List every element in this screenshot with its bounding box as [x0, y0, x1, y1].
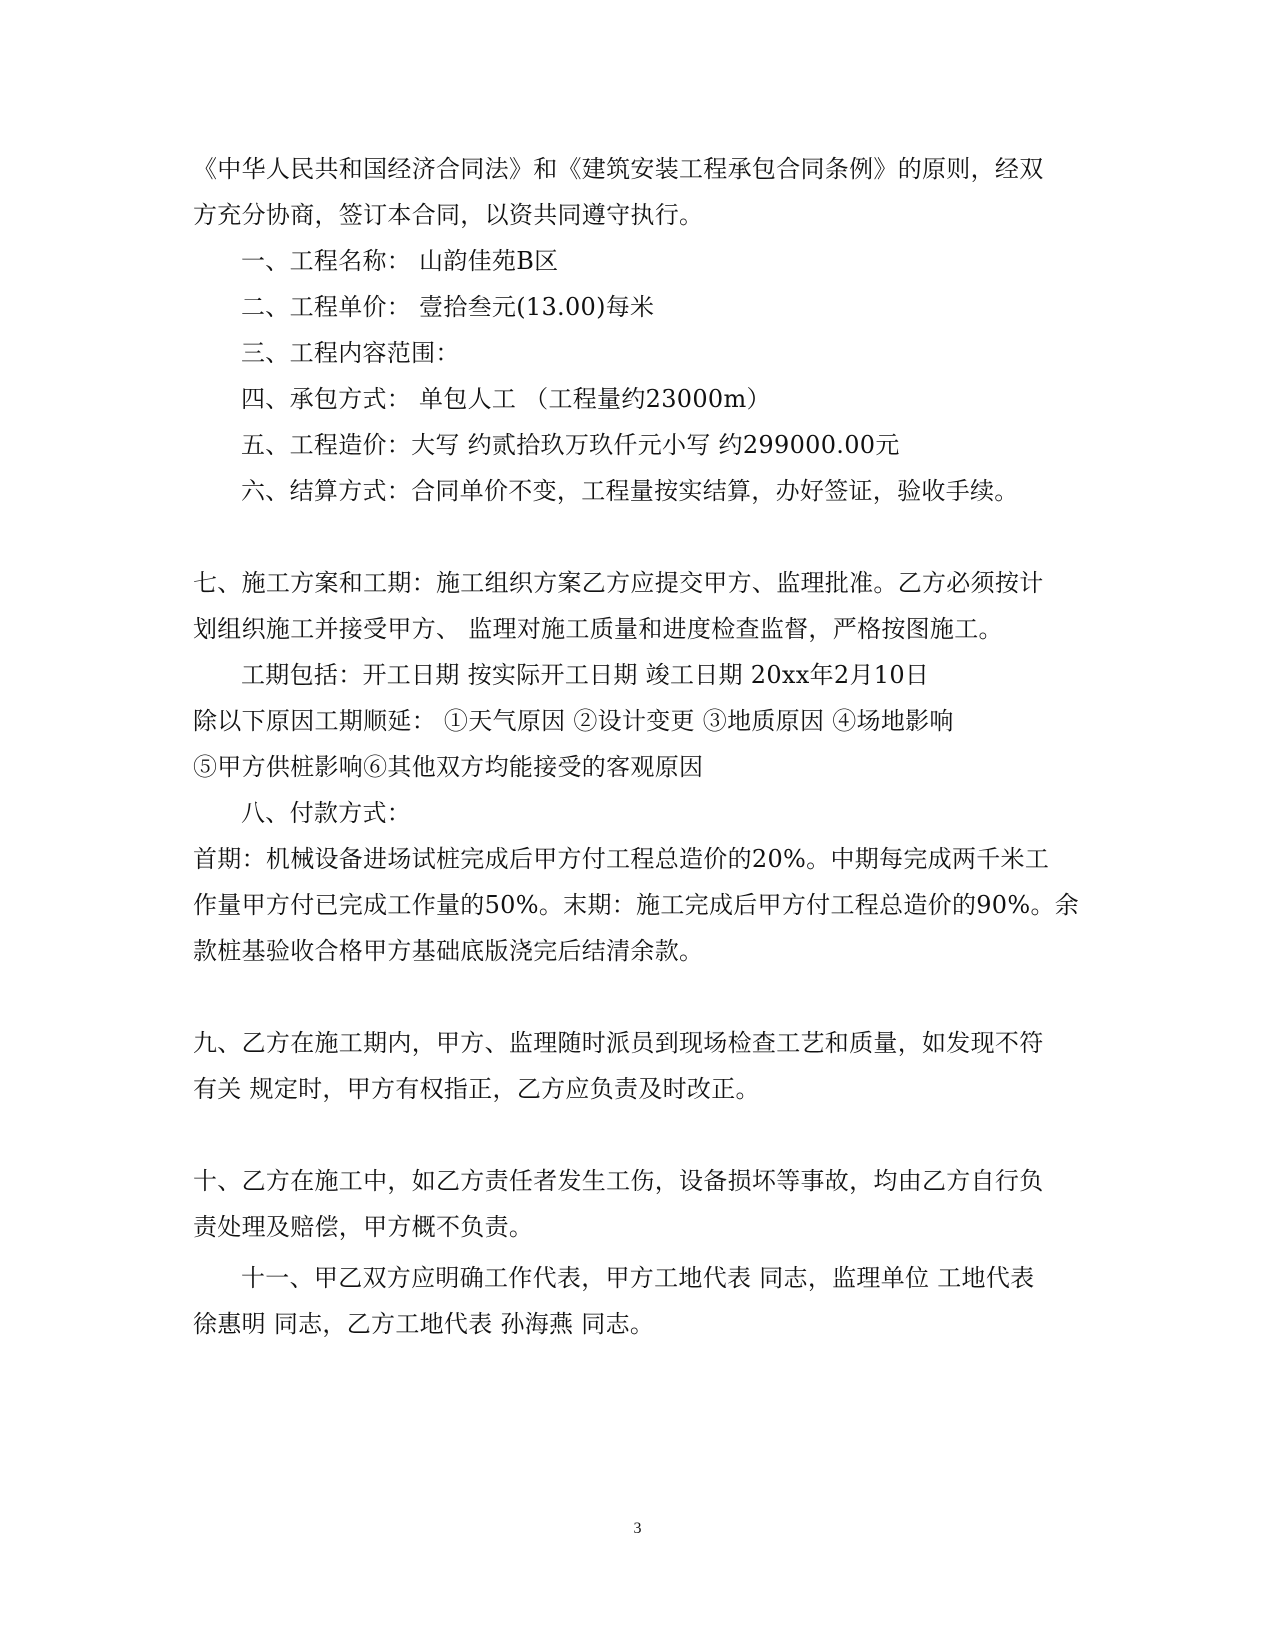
clause-liability: 十、乙方在施工中，如乙方责任者发生工伤，设备损坏等事故，均由乙方自行负: [193, 1167, 1044, 1195]
delay-reasons-line: ⑤甲方供桩影响⑥其他双方均能接受的客观原因: [193, 753, 704, 781]
page-number: 3: [633, 1520, 642, 1537]
paragraph-line: 徐惠明 同志，乙方工地代表 孙海燕 同志。: [193, 1310, 655, 1338]
clause-unit-price: 二、工程单价： 壹拾叁元(13.00)每米: [241, 293, 655, 321]
delay-reasons-line: 除以下原因工期顺延： ①天气原因 ②设计变更 ③地质原因 ④场地影响: [193, 707, 954, 735]
paragraph-line: 方充分协商，签订本合同，以资共同遵守执行。: [193, 201, 704, 229]
schedule-line: 工期包括：开工日期 按实际开工日期 竣工日期 20xx年2月10日: [241, 661, 930, 689]
clause-inspection: 九、乙方在施工期内，甲方、监理随时派员到现场检查工艺和质量，如发现不符: [193, 1029, 1044, 1057]
paragraph-line: 《中华人民共和国经济合同法》和《建筑安装工程承包合同条例》的原则，经双: [193, 155, 1044, 183]
clause-construction-plan: 七、施工方案和工期：施工组织方案乙方应提交甲方、监理批准。乙方必须按计: [193, 569, 1044, 597]
clause-payment: 八、付款方式：: [241, 799, 412, 827]
paragraph-line: 责处理及赔偿，甲方概不负责。: [193, 1213, 534, 1241]
payment-line: 作量甲方付已完成工作量的50%。末期：施工完成后甲方付工程总造价的90%。余: [193, 891, 1080, 919]
clause-representatives: 十一、甲乙双方应明确工作代表，甲方工地代表 同志，监理单位 工地代表: [241, 1264, 1035, 1292]
clause-settlement: 六、结算方式：合同单价不变，工程量按实结算，办好签证，验收手续。: [241, 477, 1019, 505]
clause-scope: 三、工程内容范围：: [241, 339, 460, 367]
payment-line: 首期：机械设备进场试桩完成后甲方付工程总造价的20%。中期每完成两千米工: [193, 845, 1050, 873]
clause-cost: 五、工程造价：大写 约贰拾玖万玖仟元小写 约299000.00元: [241, 431, 900, 459]
payment-line: 款桩基验收合格甲方基础底版浇完后结清余款。: [193, 937, 704, 965]
paragraph-line: 划组织施工并接受甲方、 监理对施工质量和进度检查监督，严格按图施工。: [193, 615, 1003, 643]
clause-project-name: 一、工程名称： 山韵佳苑B区: [241, 247, 559, 275]
paragraph-line: 有关 规定时，甲方有权指正，乙方应负责及时改正。: [193, 1075, 760, 1103]
clause-contract-method: 四、承包方式： 单包人工 （工程量约23000m）: [241, 385, 771, 413]
